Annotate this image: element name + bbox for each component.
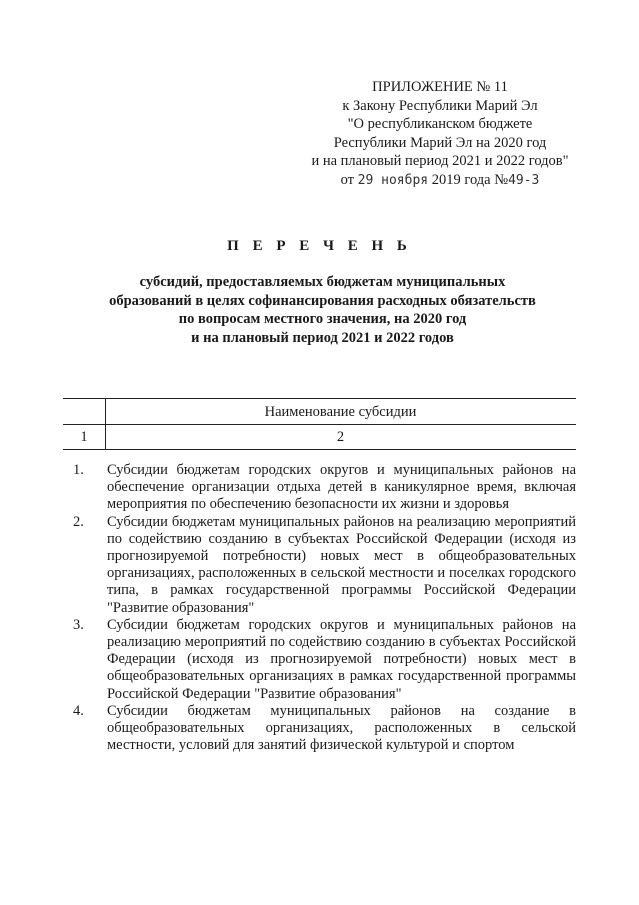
item-text: Субсидии бюджетам городских округов и муниципальных районов на реализацию мероприятий по содействию созданию в субъектах Российской Федерации (исходя из прогнозируемой потребности) новых мест в общеобразовательных организациях в рамках государственной программы Российской Федерации "Развитие образования" bbox=[107, 616, 576, 702]
item-number: 2. bbox=[73, 513, 84, 530]
list-item bbox=[63, 462, 576, 514]
item-text: Субсидии бюджетам муниципальных районов на реализацию мероприятий по содействию созданию в субъектах Российской Федерации (исходя из прогнозируемой потребности) новых мест в общеобразовательных организациях, расположенных в сельской местности и поселках городского типа, в рамках государственной программы Российской Федерации "Развитие образования" bbox=[107, 513, 576, 616]
appendix-title: ПРИЛОЖЕНИЕ № 11 bbox=[372, 79, 508, 95]
law-number-stamp: 49-З bbox=[508, 172, 540, 188]
document-title: П Е Р Е Ч Е Н Ь bbox=[227, 238, 412, 254]
document-subtitle bbox=[60, 273, 585, 347]
item-number: 3. bbox=[73, 616, 84, 633]
appendix-law-name-3: и на плановый период 2021 и 2022 годов" bbox=[311, 153, 569, 169]
subtitle-line: образований в целях софинансирования расходных обязательств bbox=[109, 292, 536, 309]
appendix-law-name-1: "О республиканском бюджете bbox=[347, 116, 533, 132]
table-bottom-border bbox=[63, 449, 576, 450]
column-number-1: 1 bbox=[80, 429, 88, 445]
table-mid-border bbox=[63, 424, 576, 425]
date-year: 2019 года № bbox=[431, 171, 509, 188]
list-item bbox=[63, 617, 576, 703]
subtitle-line: субсидий, предоставляемых бюджетам муниципальных bbox=[139, 274, 506, 290]
item-text: Субсидии бюджетам городских округов и муниципальных районов на обеспечение организации отдыха детей в каникулярное время, включая мероприятия по обеспечению безопасности их жизни и здоровья bbox=[107, 462, 576, 513]
column-header-name: Наименование субсидии bbox=[264, 404, 417, 420]
appendix-law-ref: к Закону Республики Марий Эл bbox=[342, 97, 538, 114]
subtitle-line: по вопросам местного значения, на 2020 год bbox=[178, 311, 467, 327]
item-text: Субсидии бюджетам муниципальных районов на создание в общеобразовательных организациях, расположенных в сельской местности, условий для занятий физической культурой и спортом bbox=[107, 702, 576, 754]
appendix-date-line bbox=[290, 171, 590, 191]
list-item bbox=[63, 703, 576, 755]
list-item bbox=[63, 514, 576, 617]
subsidy-list bbox=[63, 462, 576, 754]
appendix-law-name-2: Республики Марий Эл на 2020 год bbox=[333, 134, 547, 151]
item-number: 1. bbox=[73, 462, 84, 478]
date-stamp: 29 ноября bbox=[357, 172, 429, 188]
table-header bbox=[63, 398, 576, 450]
item-number: 4. bbox=[73, 702, 84, 719]
subtitle-line: и на плановый период 2021 и 2022 годов bbox=[191, 329, 454, 346]
appendix-block bbox=[290, 78, 590, 190]
table-top-border bbox=[63, 398, 576, 399]
date-prefix: от bbox=[340, 171, 355, 188]
column-number-2: 2 bbox=[336, 429, 345, 445]
